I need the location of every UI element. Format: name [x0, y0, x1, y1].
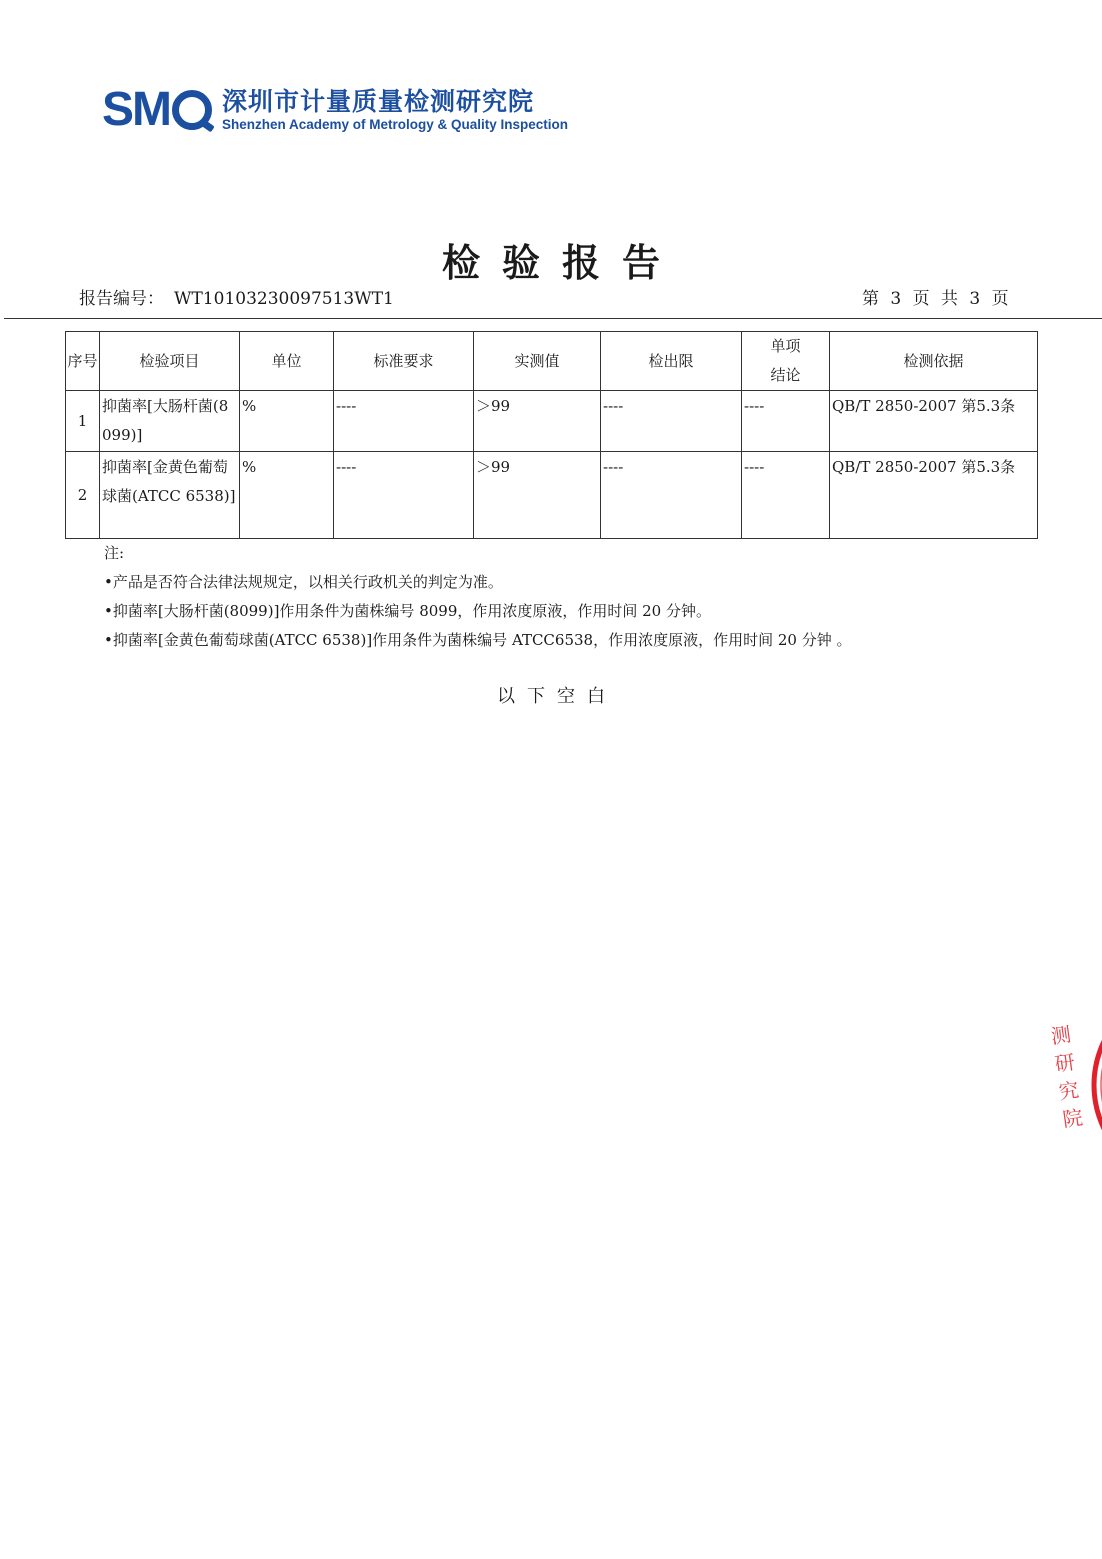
logo-q-icon — [172, 90, 212, 130]
notes-section — [104, 539, 851, 655]
cell-unit: % — [240, 391, 334, 452]
cell-index: 2 — [66, 452, 100, 539]
report-number-value: WT10103230097513WT1 — [174, 289, 394, 309]
seal-graphic — [1044, 980, 1102, 1190]
header-basis: 检测依据 — [830, 332, 1038, 391]
header-detection-limit: 检出限 — [601, 332, 742, 391]
logo-chinese-name: 深圳市计量质量检测研究院 — [222, 87, 535, 116]
report-number — [79, 284, 394, 309]
cell-unit: % — [240, 452, 334, 539]
header-measured: 实测值 — [474, 332, 601, 391]
cell-item: 抑菌率[大肠杆菌(8099)] — [100, 391, 240, 452]
table-row — [66, 391, 1038, 452]
page-indicator: 第 3 页 共 3 页 — [862, 289, 1009, 309]
logo-english-name: Shenzhen Academy of Metrology & Quality Inspection — [222, 117, 569, 132]
header-conclusion-line1: 单项 — [770, 337, 801, 355]
end-of-content-mark: 以下空白 — [497, 686, 617, 707]
cell-conclusion: ---- — [742, 391, 830, 452]
cell-measured: ＞99 — [474, 452, 601, 539]
note-item: •抑菌率[金黄色葡萄球菌(ATCC 6538)]作用条件为菌株编号 ATCC6538，作用浓度原液，作用时间 20 分钟 。 — [104, 631, 852, 649]
document-title: 检验报告 — [441, 241, 682, 285]
note-item: •抑菌率[大肠杆菌(8099)]作用条件为菌株编号 8099，作用浓度原液，作用时间 20 分钟。 — [104, 602, 711, 620]
header-index: 序号 — [66, 332, 100, 391]
header-standard: 标准要求 — [334, 332, 474, 391]
official-seal — [1044, 980, 1102, 1190]
logo-mark-letters: SM — [102, 83, 170, 136]
cell-basis: QB/T 2850-2007 第5.3条 — [830, 391, 1038, 452]
table-row — [66, 452, 1038, 539]
header-divider — [4, 318, 1102, 319]
notes-heading: 注: — [104, 544, 125, 562]
cell-detection-limit: ---- — [601, 452, 742, 539]
note-item: •产品是否符合法律法规规定，以相关行政机关的判定为准。 — [104, 573, 503, 591]
cell-conclusion: ---- — [742, 452, 830, 539]
cell-index: 1 — [66, 391, 100, 452]
header-conclusion — [742, 332, 830, 391]
cell-standard: ---- — [334, 391, 474, 452]
logo-text — [222, 87, 568, 133]
cell-item: 抑菌率[金黄色葡萄球菌(ATCC 6538)] — [100, 452, 240, 539]
cell-basis: QB/T 2850-2007 第5.3条 — [830, 452, 1038, 539]
seal-text: 测研究院 — [1046, 1023, 1086, 1138]
header-conclusion-line2: 结论 — [770, 366, 801, 384]
table-header-row — [66, 332, 1038, 391]
cell-measured: ＞99 — [474, 391, 601, 452]
report-number-label: 报告编号： — [79, 289, 164, 309]
logo-mark — [102, 83, 212, 136]
header-unit: 单位 — [240, 332, 334, 391]
results-table — [65, 331, 1038, 539]
header-item: 检验项目 — [100, 332, 240, 391]
cell-detection-limit: ---- — [601, 391, 742, 452]
cell-standard: ---- — [334, 452, 474, 539]
institution-logo — [102, 84, 568, 136]
